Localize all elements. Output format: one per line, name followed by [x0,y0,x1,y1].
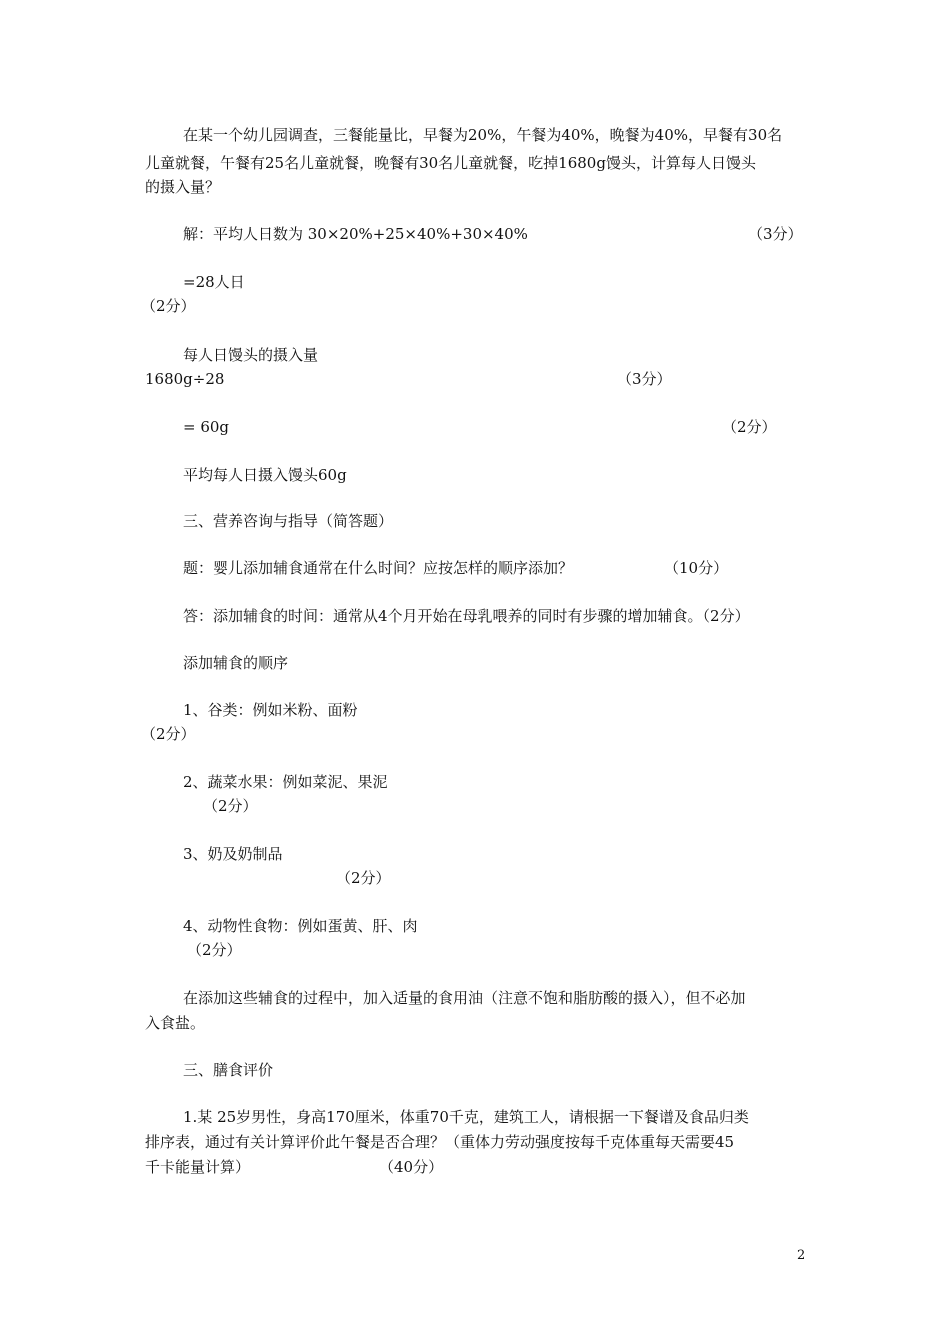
order-item-4-score: （2分） [187,941,242,959]
diet-question-line-2: 排序表，通过有关计算评价此午餐是否合理？（重体力劳动强度按每千克体重每天需要45 [145,1133,735,1151]
solution-step-1-score: （3分） [748,225,803,243]
answer-time: 答：添加辅食的时间：通常从4个月开始在母乳喂养的同时有步骤的增加辅食。（2分） [183,607,750,625]
diet-question-line-3: 千卡能量计算） [145,1158,251,1176]
diet-question-score: （40分） [379,1158,444,1176]
solution-step-4: = 60g [183,418,230,436]
order-item-3-score: （2分） [336,869,391,887]
solution-step-2-score: （2分） [141,297,196,315]
solution-conclusion: 平均每人日摄入馒头60g [183,466,347,484]
oil-note-line-2: 入食盐。 [145,1014,206,1032]
diet-question-line-1: 1.某 25岁男性，身高170厘米，体重70千克，建筑工人，请根据一下餐谱及食品归类 [183,1108,749,1126]
solution-step-3-label: 每人日馒头的摄入量 [183,346,319,364]
question-text: 题：婴儿添加辅食通常在什么时间？应按怎样的顺序添加？ [183,559,574,577]
oil-note-line-1: 在添加这些辅食的过程中，加入适量的食用油（注意不饱和脂肪酸的摄入），但不必加 [183,989,746,1007]
question-score: （10分） [664,559,729,577]
solution-step-4-score: （2分） [722,418,777,436]
order-item-4: 4、动物性食物：例如蛋黄、肝、肉 [183,917,418,935]
order-item-3: 3、奶及奶制品 [183,845,283,863]
solution-step-3-score: （3分） [617,370,672,388]
page-number: 2 [797,1248,806,1263]
solution-step-1: 解：平均人日数为 30×20%+25×40%+30×40% [183,225,528,243]
order-item-2-score: （2分） [203,797,258,815]
solution-step-2: =28人日 [183,273,245,291]
section-title-nutrition: 三、营养咨询与指导（简答题） [183,512,394,530]
order-item-2: 2、蔬菜水果：例如菜泥、果泥 [183,773,388,791]
problem-line-2: 儿童就餐，午餐有25名儿童就餐，晚餐有30名儿童就餐，吃掉1680g馒头，计算每人日馒头 [145,154,756,172]
solution-step-3: 1680g÷28 [145,370,225,388]
problem-line-3: 的摄入量？ [145,178,221,196]
order-item-1: 1、谷类：例如米粉、面粉 [183,701,358,719]
order-item-1-score: （2分） [141,725,196,743]
section-title-diet: 三、膳食评价 [183,1061,274,1079]
order-title: 添加辅食的顺序 [183,654,289,672]
problem-line-1: 在某一个幼儿园调查，三餐能量比，早餐为20%，午餐为40%，晚餐为40%，早餐有30名 [183,126,783,144]
